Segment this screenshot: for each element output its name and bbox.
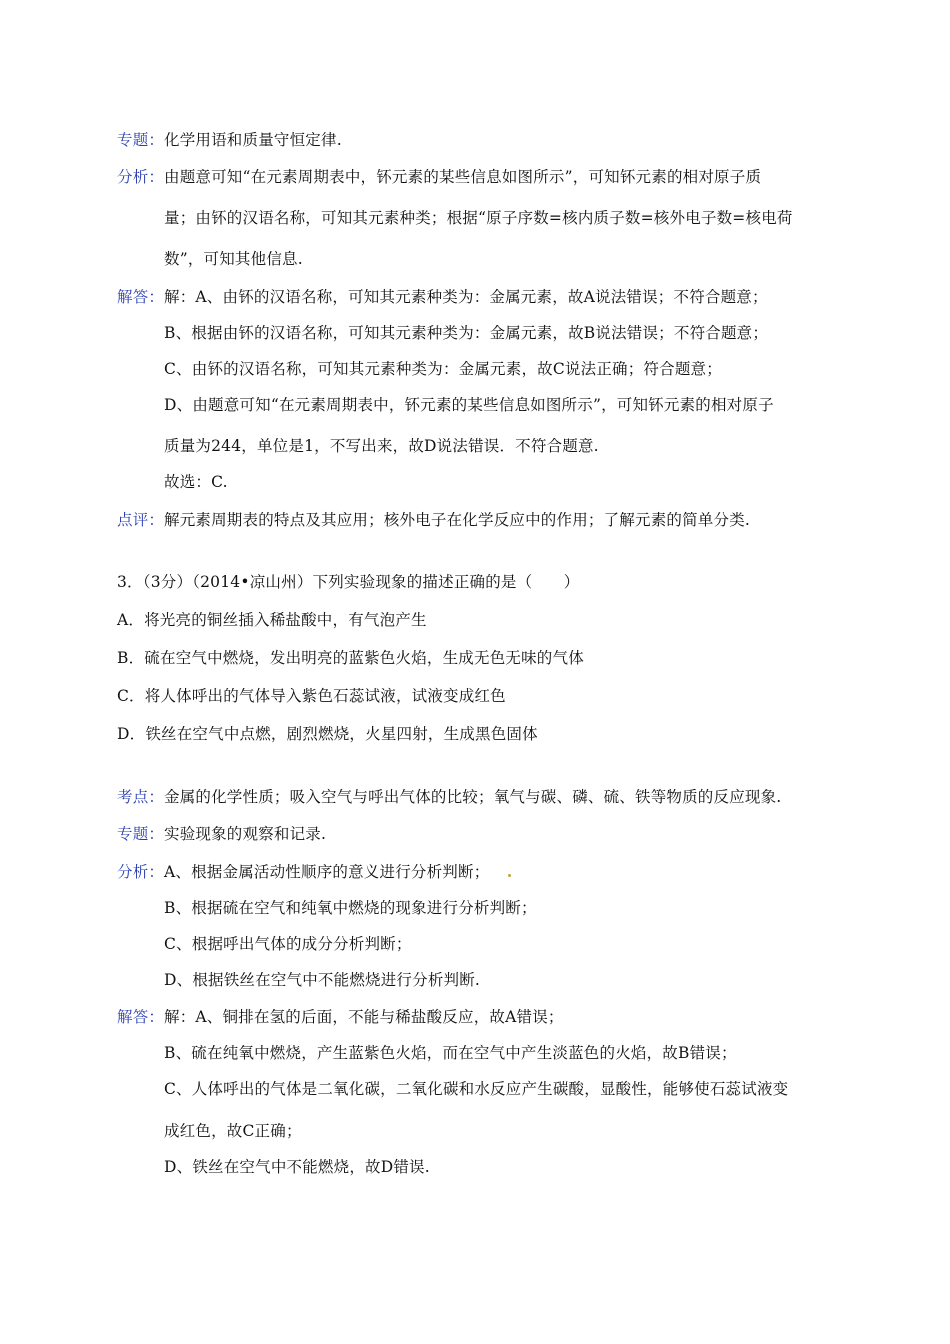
- analysis-line: 由题意可知“在元素周期表中，钚元素的某些信息如图所示”，可知钚元素的相对原子质: [164, 168, 762, 186]
- topic-label: 专题：: [117, 825, 165, 843]
- option-a: A．将光亮的铜丝插入稀盐酸中，有气泡产生: [117, 611, 427, 629]
- answer-line: C、由钚的汉语名称，可知其元素种类为：金属元素，故C说法正确；符合题意；: [164, 360, 722, 378]
- answer-line: 解：A、铜排在氢的后面，不能与稀盐酸反应，故A错误；: [164, 1008, 564, 1026]
- analysis-line: D、根据铁丝在空气中不能燃烧进行分析判断.: [164, 971, 481, 989]
- analysis-line: A、根据金属活动性顺序的意义进行分析判断；: [164, 863, 490, 881]
- stray-mark: [508, 874, 511, 877]
- analysis-line: B、根据硫在空气和纯氧中燃烧的现象进行分析判断；: [164, 899, 537, 917]
- answer-line: B、硫在纯氧中燃烧，产生蓝紫色火焰，而在空气中产生淡蓝色的火焰，故B错误；: [164, 1044, 737, 1062]
- answer-line: B、根据由钚的汉语名称，可知其元素种类为：金属元素，故B说法错误；不符合题意；: [164, 324, 769, 342]
- question-stem: 3．（3分）（2014•凉山州）下列实验现象的描述正确的是（ ）: [117, 573, 580, 591]
- answer-line: 成红色，故C正确；: [164, 1122, 302, 1140]
- point-text: 金属的化学性质；吸入空气与呼出气体的比较；氧气与碳、磷、硫、铁等物质的反应现象.: [164, 788, 782, 806]
- analysis-label: 分析：: [117, 168, 165, 186]
- analysis-line: 数”，可知其他信息.: [164, 250, 303, 268]
- option-c: C．将人体呼出的气体导入紫色石蕊试液，试液变成红色: [117, 687, 506, 705]
- comment-label: 点评：: [117, 511, 165, 529]
- analysis-line: C、根据呼出气体的成分分析判断；: [164, 935, 412, 953]
- answer-line: 质量为244，单位是1，不写出来，故D说法错误．不符合题意.: [164, 437, 599, 455]
- answer-line: D、铁丝在空气中不能燃烧，故D错误.: [164, 1158, 430, 1176]
- answer-line: 故选：C.: [164, 473, 228, 491]
- answer-line: D、由题意可知“在元素周期表中，钚元素的某些信息如图所示”，可知钚元素的相对原子: [164, 396, 774, 414]
- comment-text: 解元素周期表的特点及其应用；核外电子在化学反应中的作用；了解元素的简单分类.: [164, 511, 751, 529]
- option-d: D．铁丝在空气中点燃，剧烈燃烧，火星四射，生成黑色固体: [117, 725, 538, 743]
- analysis-label: 分析：: [117, 863, 165, 881]
- topic-text: 实验现象的观察和记录.: [164, 825, 327, 843]
- answer-line: 解：A、由钚的汉语名称，可知其元素种类为：金属元素，故A说法错误；不符合题意；: [164, 288, 768, 306]
- answer-label: 解答：: [117, 1008, 165, 1026]
- analysis-line: 量；由钚的汉语名称，可知其元素种类；根据“原子序数=核内质子数=核外电子数=核电荷: [164, 209, 793, 227]
- topic-text: 化学用语和质量守恒定律.: [164, 131, 342, 149]
- point-label: 考点：: [117, 788, 165, 806]
- topic-label: 专题：: [117, 131, 165, 149]
- option-b: B．硫在空气中燃烧，发出明亮的蓝紫色火焰，生成无色无味的气体: [117, 649, 584, 667]
- answer-label: 解答：: [117, 288, 165, 306]
- answer-line: C、人体呼出的气体是二氧化碳，二氧化碳和水反应产生碳酸，显酸性，能够使石蕊试液变: [164, 1080, 789, 1098]
